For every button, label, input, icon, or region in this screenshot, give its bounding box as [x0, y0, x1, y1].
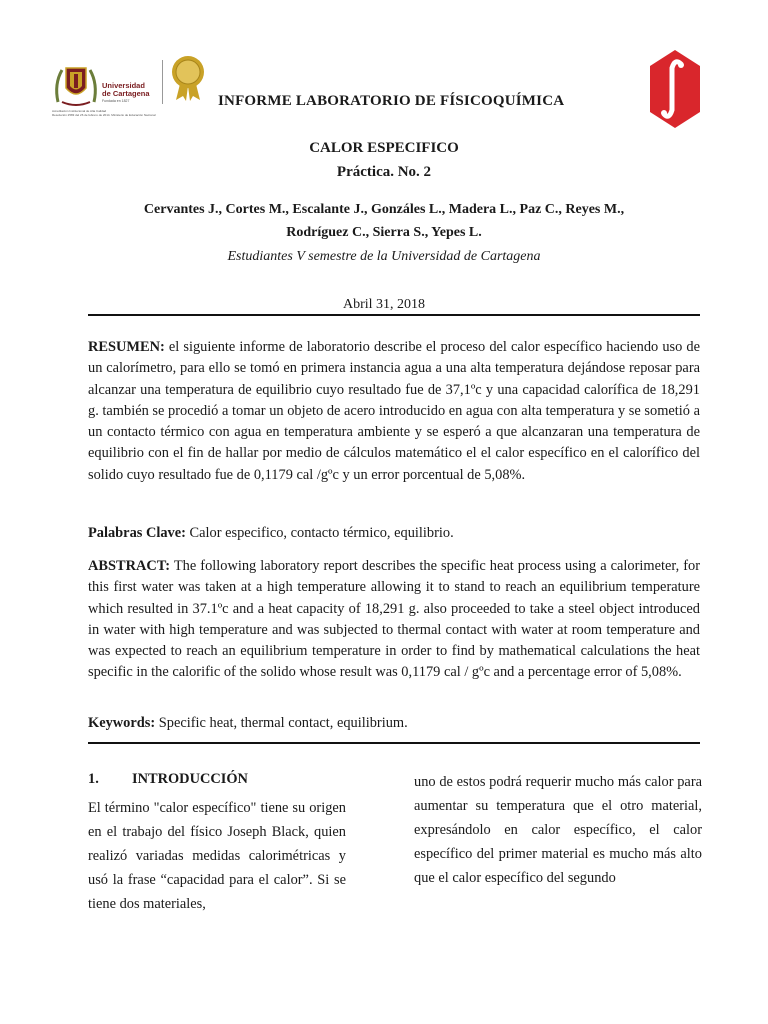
bottom-divider: [88, 742, 700, 744]
accreditation-seal-icon: [168, 54, 208, 102]
palabras-clave-text: Calor especifico, contacto térmico, equilibrio.: [185, 525, 454, 541]
authors-line-2: Rodríguez C., Sierra S., Yepes L.: [286, 225, 482, 240]
integral-logo-icon: [648, 48, 702, 130]
logo-divider: [162, 60, 163, 104]
university-name-line2: de Cartagena: [102, 89, 150, 98]
intro-left-column: El término "calor específico" tiene su origen en el trabajo del físico Joseph Black, quien realizó variadas medidas calorimétricas y usó la frase “capacidad para el calor”. Si se tiene dos materiales,: [88, 800, 346, 912]
accreditation-line1: Acreditación Institucional de Alta Calidad: [52, 109, 107, 113]
university-name-line1: Universidad: [102, 81, 145, 90]
section-title: INTRODUCCIÓN: [132, 771, 248, 787]
resumen-text: el siguiente informe de laboratorio describe el proceso del calor específico haciendo uso de un calorímetro, para ello se tomó en primera instancia agua a una alta temperatura dejándose reposar para alcanzar una temperatura de equilibrio cuyo resultado fue de 37,1ºc y una capacidad calorífica de 18,291 g. también se procedió a tomar un objeto de acero introducido en agua con alta temperatura y se sometió a un contacto térmico con agua en temperatura ambiente y se esperó a que alcanzaran una temperatura de equilibrio con el fin de hallar por medio de cálculos matemático el el calor específico en el calorífico del solido cuyo resultado fue de 0,1179 cal /gºc y un error porcentual de 5,08%.: [88, 339, 700, 483]
intro-right-column: uno de estos podrá requerir mucho más calor para aumentar su temperatura que el otro material, expresándolo en calor específico, el calor específico del primer material es mucho más alto que el calor específico del segundo: [414, 774, 702, 886]
keywords-text: Specific heat, thermal contact, equilibrium.: [155, 715, 408, 731]
practice-number: Práctica. No. 2: [336, 164, 432, 180]
section-number: 1.: [88, 771, 99, 787]
abstract-text: The following laboratory report describes the specific heat process using a calorimeter, for this first water was taken at a high temperature allowing it to stand to reach an equilibrium temperature which resulted in 37.1ºc and a heat capacity of 18,291 g. also proceeded to take a steel object introduced in water with high temperature and was subjected to thermal contact with water at room temperature and was expected to reach an equilibrium temperature in order to find by mathematical calculations the heat specific in the calorific of the solido whose result was 0,1179 cal / gºc and a percentage error of 5,08%.: [88, 558, 700, 681]
section-heading: [88, 771, 248, 788]
date: Abril 31, 2018: [342, 297, 426, 312]
authors-line-1: Cervantes J., Cortes M., Escalante J., Gonzáles L., Madera L., Paz C., Reyes M.,: [143, 202, 625, 217]
keywords-paragraph: [88, 713, 700, 734]
resumen-paragraph: [88, 337, 700, 486]
university-motto: Fundada en 1827: [102, 99, 130, 103]
university-logo: [52, 60, 222, 120]
report-title: INFORME LABORATORIO DE FÍSICOQUÍMICA: [218, 93, 565, 109]
top-divider: [88, 314, 700, 316]
affiliation: Estudiantes V semestre de la Universidad de Cartagena: [227, 249, 541, 264]
keywords-label: Keywords:: [88, 715, 156, 731]
palabras-clave-label: Palabras Clave:: [88, 525, 186, 541]
university-crest-icon: [52, 62, 100, 108]
palabras-clave-paragraph: [88, 523, 700, 544]
accreditation-text: [52, 110, 222, 117]
abstract-paragraph: [88, 556, 700, 684]
abstract-label: ABSTRACT:: [88, 558, 171, 574]
accreditation-line2: Resolución 2583 del 26 de febrero de 2014. Ministerio de Educación Nacional: [52, 112, 156, 117]
university-name: [102, 82, 150, 98]
paper-title: CALOR ESPECIFICO: [309, 140, 459, 156]
resumen-label: RESUMEN:: [88, 339, 165, 355]
